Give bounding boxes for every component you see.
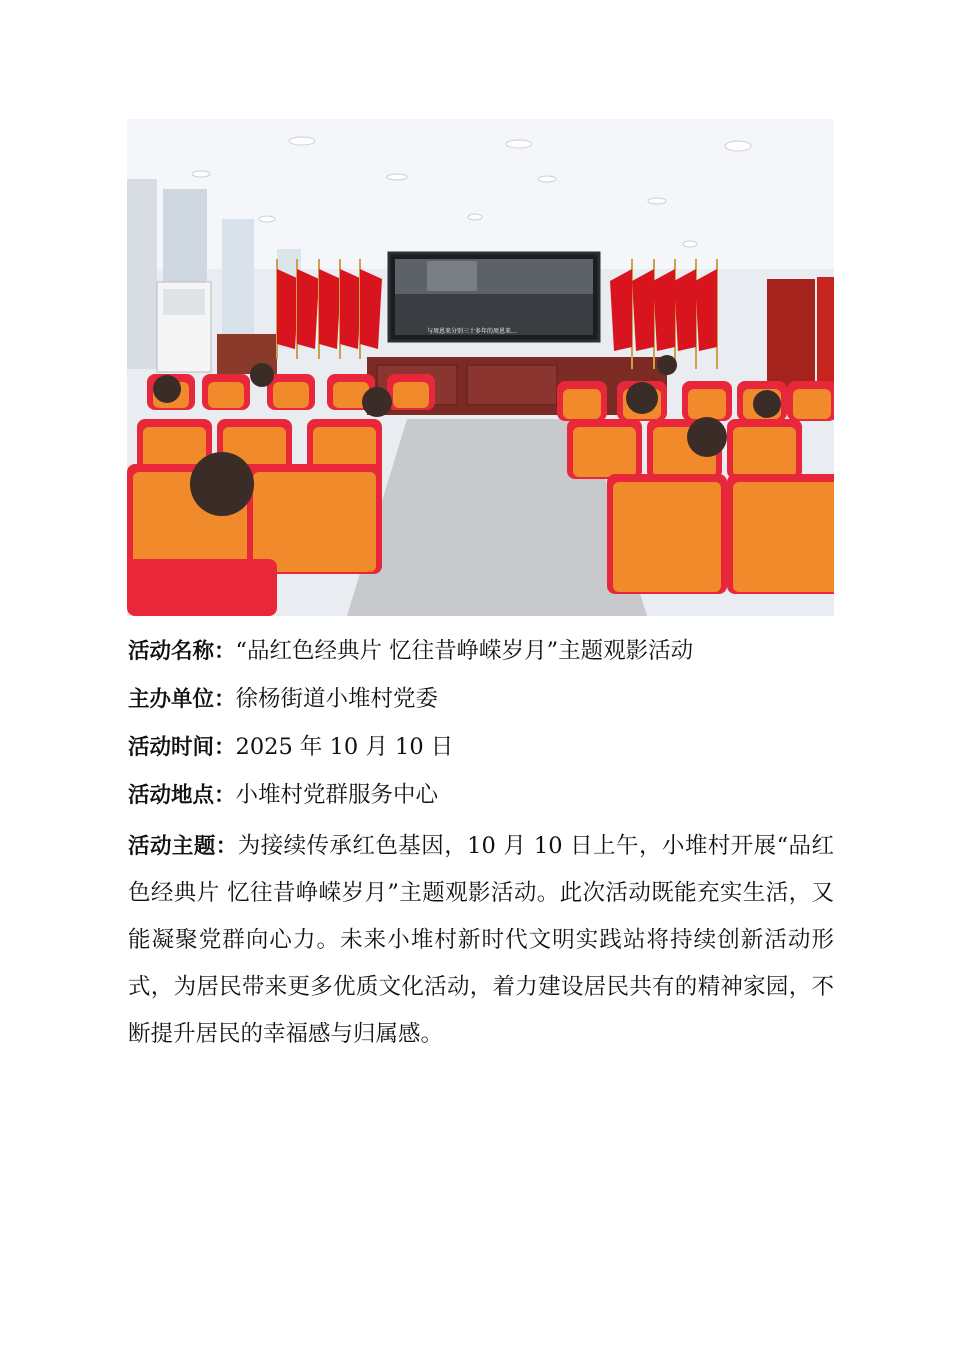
field-label: 活动主题：	[128, 834, 238, 859]
field-label: 活动地点：	[128, 783, 236, 808]
activity-info	[128, 631, 834, 1058]
field-time	[128, 727, 834, 775]
field-location	[128, 775, 834, 823]
field-theme	[128, 823, 834, 1058]
field-label: 活动时间：	[128, 735, 236, 760]
screen-caption: 与周恩来分别三十多年的周恩来...	[427, 328, 517, 335]
field-value: 小堆村党群服务中心	[235, 782, 439, 808]
field-value: “品红色经典片 忆往昔峥嵘岁月”主题观影活动	[235, 638, 694, 664]
activity-photo	[127, 119, 834, 616]
field-label: 活动名称：	[128, 639, 236, 664]
field-value: 徐杨街道小堆村党委	[235, 686, 439, 712]
field-organizer	[128, 679, 834, 727]
theme-text: 为接续传承红色基因，10 月 10 日上午，小堆村开展“品红色经典片 忆往昔峥嵘岁月”主题观影活动。此次活动既能充实生活，又能凝聚党群向心力。未来小堆村新时代文明实践站将持续创新活动形式，为居民带来更多优质文化活动，着力建设居民共有的精神家园，不断提升居民的幸福感与归属感。	[128, 833, 834, 1047]
field-value: 2025 年 10 月 10 日	[235, 734, 454, 760]
field-name	[128, 631, 834, 679]
field-label: 主办单位：	[128, 687, 236, 712]
